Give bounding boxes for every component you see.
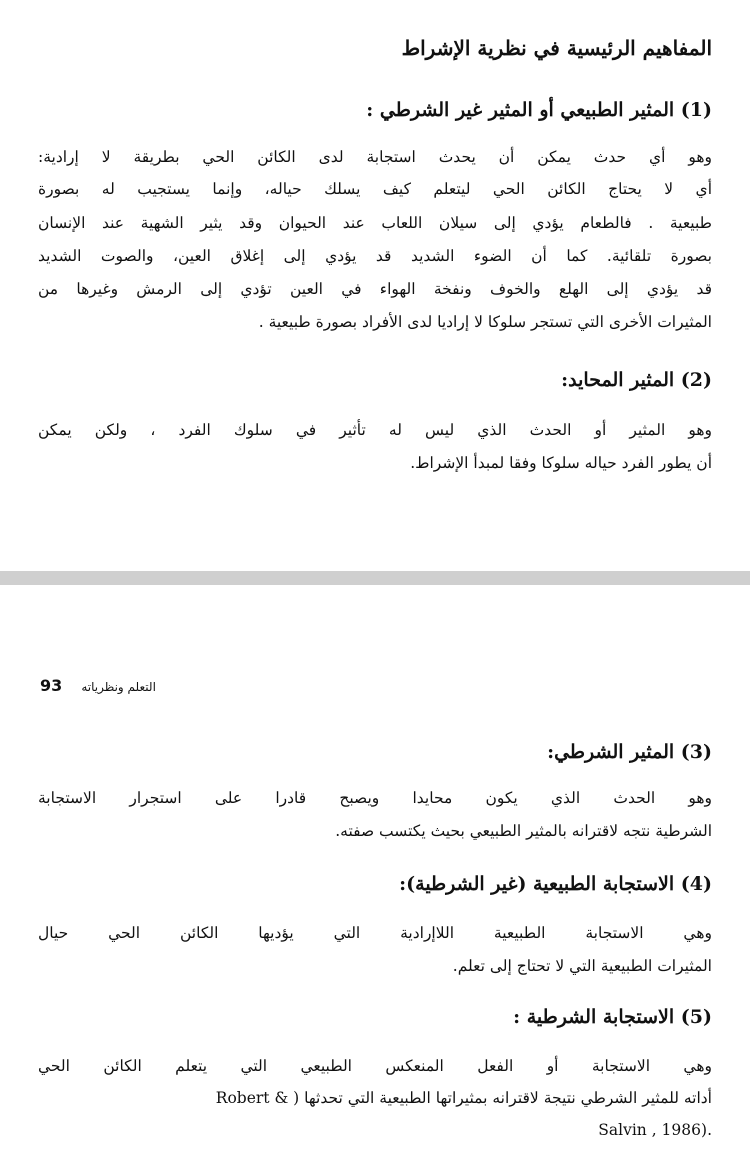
section-4-heading: (4) الاستجابة الطبيعية (غير الشرطية): bbox=[399, 873, 712, 895]
page-number: 93 bbox=[40, 676, 63, 695]
section-1-line-5: قد يؤدي إلى الهلع والخوف ونفخة الهواء في العين تؤدي إلى الرمش وغيرها من bbox=[38, 280, 712, 298]
running-head bbox=[40, 676, 340, 698]
section-1-line-3: طبيعية . فالطعام يؤدي إلى سيلان اللعاب عند الحيوان وقد يثير الشهية عند الإنسان bbox=[38, 214, 712, 232]
section-2-line-2: أن يطور الفرد حياله سلوكا وفقا لمبدأ الإشراط. bbox=[410, 454, 712, 472]
page-top bbox=[0, 0, 750, 571]
section-5-line-2: أداته للمثير الشرطي نتيجة لاقترانه بمثيراتها الطبيعية التي تحدثها ( & Robert bbox=[215, 1089, 712, 1107]
section-3-line-2: الشرطية نتجه لاقترانه بالمثير الطبيعي بحيث يكتسب صفته. bbox=[335, 822, 712, 840]
section-5-heading: (5) الاستجابة الشرطية : bbox=[513, 1006, 712, 1028]
section-4-line-1: وهي الاستجابة الطبيعية اللاإرادية التي يؤديها الكائن الحي حيال bbox=[38, 924, 712, 942]
section-3-heading: (3) المثير الشرطي: bbox=[547, 741, 712, 763]
section-2-heading: (2) المثير المحايد: bbox=[561, 369, 712, 391]
page-divider bbox=[0, 571, 750, 585]
section-1-line-2: أي لا يحتاج الكائن الحي ليتعلم كيف يسلك حياله، وإنما يستجيب له بصورة bbox=[38, 180, 712, 198]
section-1-line-6: المثيرات الأخرى التي تستجر سلوكا لا إراديا لدى الأفراد بصورة طبيعية . bbox=[258, 313, 712, 331]
section-2-line-1: وهو المثير أو الحدث الذي ليس له تأثير في سلوك الفرد ، ولكن يمكن bbox=[38, 421, 712, 439]
book-title: التعلم ونظرياته bbox=[81, 680, 156, 694]
section-5-line-1: وهي الاستجابة أو الفعل المنعكس الطبيعي التي يتعلم الكائن الحي bbox=[38, 1057, 712, 1075]
section-3-line-1: وهو الحدث الذي يكون محايدا ويصبح قادرا على استجرار الاستجابة bbox=[38, 789, 712, 807]
section-1-line-1: وهو أي حدث يمكن أن يحدث استجابة لدى الكائن الحي بطريقة لا إرادية: bbox=[38, 148, 712, 166]
page-title: المفاهيم الرئيسية في نظرية الإشراط bbox=[401, 36, 712, 60]
section-4-line-2: المثيرات الطبيعية التي لا تحتاج إلى تعلم. bbox=[452, 957, 712, 975]
section-1-heading: (1) المثير الطبيعي أو المثير غير الشرطي : bbox=[366, 99, 712, 121]
section-1-line-4: بصورة تلقائية. كما أن الضوء الشديد قد يؤدي إلى إغلاق العين، والصوت الشديد bbox=[38, 247, 712, 265]
section-5-line-3: .(Salvin , 1986 bbox=[598, 1121, 712, 1139]
